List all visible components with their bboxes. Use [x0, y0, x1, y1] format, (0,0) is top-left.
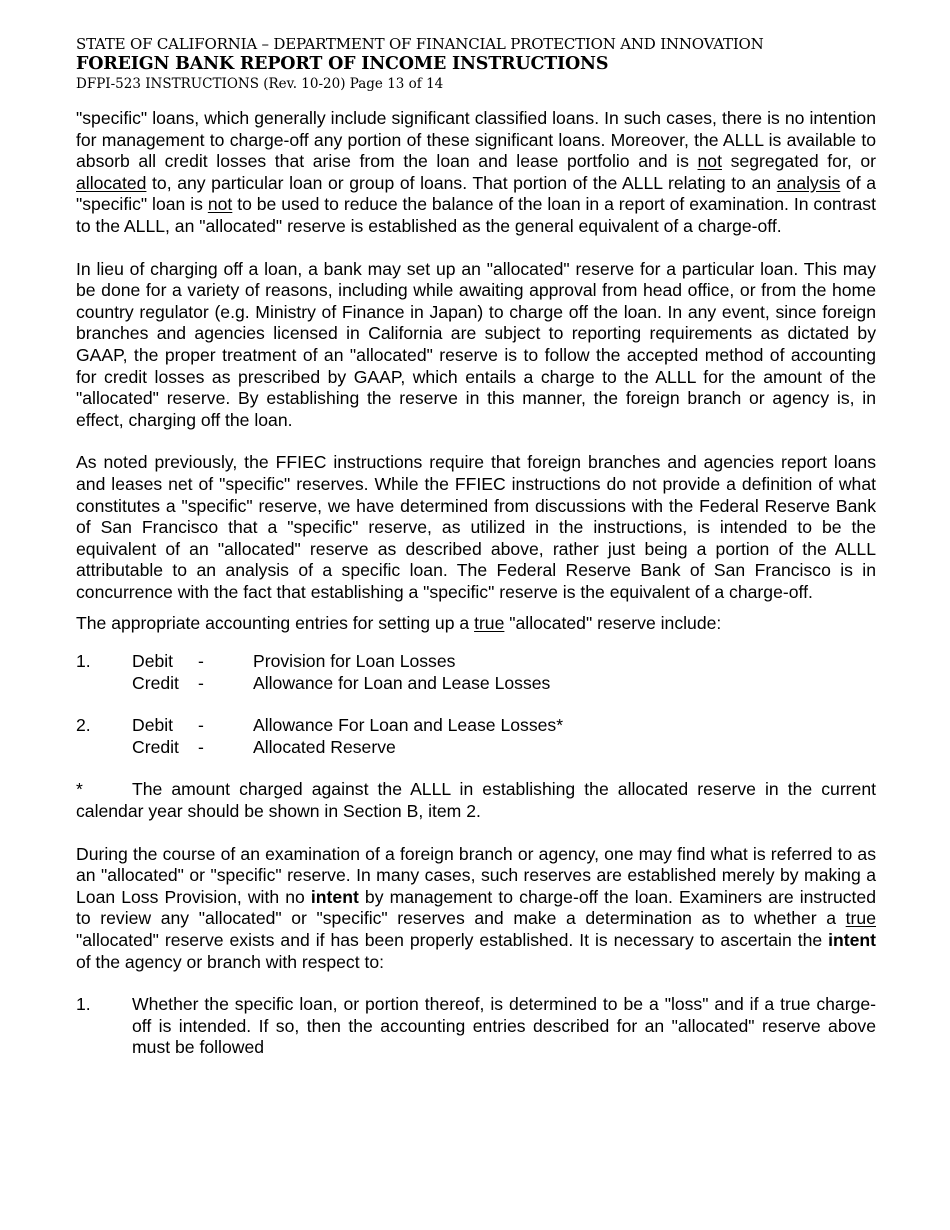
entry-row-credit — [76, 737, 876, 759]
entry-account: Allowance For Loan and Lease Losses* — [253, 715, 564, 736]
entry-dash: - — [198, 736, 204, 757]
entry-type: Debit — [132, 715, 174, 736]
entry-number: 1. — [76, 651, 91, 672]
entry-account: Allocated Reserve — [253, 736, 396, 757]
entry-dash: - — [198, 715, 204, 736]
form-info: DFPI-523 INSTRUCTIONS (Rev. 10-20) Page 13 of 14 — [76, 76, 444, 92]
entry-group — [76, 715, 876, 758]
entry-type: Credit — [132, 672, 179, 693]
entry-number: 2. — [76, 715, 91, 736]
footnote-marker: * — [76, 779, 83, 800]
page-header — [76, 34, 876, 94]
accounting-entries — [76, 651, 876, 758]
list-item-number: 1. — [76, 994, 91, 1015]
entry-type: Credit — [132, 736, 179, 757]
entry-group — [76, 651, 876, 694]
list-item — [76, 994, 876, 1059]
paragraph-allocated-reserve: In lieu of charging off a loan, a bank may set up an "allocated" reserve for a particular loan. This may be done for a variety of reasons, including while awaiting approval from head office, or from the home country regulator (e.g. Ministry of Finance in Japan) to charge off the loan. In any event, since foreign branches and agencies licensed in California are subject to reporting requirements as dictated by GAAP, the proper treatment of an "allocated" reserve is to follow the accepted method of accounting for credit losses as prescribed by GAAP, which entails a charge to the ALLL for the amount of the "allocated" reserve. By establishing the reserve in this manner, the foreign branch or agency is, in effect, charging off the loan. — [76, 258, 876, 430]
entry-account: Allowance for Loan and Lease Losses — [253, 672, 551, 693]
list-item-text: Whether the specific loan, or portion thereof, is determined to be a "loss" and if a true charge-off is intended. If so, then the accounting entries described for an "allocated" reserve above must be followed — [132, 994, 876, 1058]
document-page — [76, 34, 876, 1059]
entry-row-credit — [76, 673, 876, 695]
paragraph-specific-loans: "specific" loans, which generally include significant classified loans. In such cases, there is no intention for management to charge-off any portion of these significant loans. Moreover, the ALLL is available to absorb all credit losses that arise from the loan and lease portfolio and is not segregated for, or allocated to, any particular loan or group of loans. That portion of the ALLL relating to an analysis of a "specific" loan is not to be used to reduce the balance of the loan in a report of examination. In contrast to the ALLL, an "allocated" reserve is established as the general equivalent of a charge-off. — [76, 108, 876, 236]
footnote — [76, 779, 876, 822]
document-body — [76, 108, 876, 1059]
entry-account: Provision for Loan Losses — [253, 651, 456, 672]
entry-dash: - — [198, 672, 204, 693]
entry-row-debit — [76, 715, 876, 737]
document-title: FOREIGN BANK REPORT OF INCOME INSTRUCTIONS — [76, 54, 609, 74]
footnote-text: The amount charged against the ALLL in establishing the allocated reserve in the current calendar year should be shown in Section B, item 2. — [76, 779, 876, 822]
paragraph-accounting-entries-intro: The appropriate accounting entries for setting up a true "allocated" reserve include: — [76, 613, 722, 634]
paragraph-ffiec-instructions: As noted previously, the FFIEC instructions require that foreign branches and agencies report loans and leases net of "specific" reserves. While the FFIEC instructions do not provide a definition of what constitutes a "specific" reserve, we have determined from discussions with the Federal Reserve Bank of San Francisco that a "specific" reserve, as utilized in the instructions, is intended to be the equivalent of an "allocated" reserve as described above, rather just being a portion of the ALLL attributable to an analysis of a specific loan. The Federal Reserve Bank of San Francisco is in concurrence with the fact that establishing a "specific" reserve is the equivalent of a charge-off. — [76, 452, 876, 602]
paragraph-examination: During the course of an examination of a foreign branch or agency, one may find what is referred to as an "allocated" or "specific" reserve. In many cases, such reserves are established merely by making a Loan Loss Provision, with no intent by management to charge-off the loan. Examiners are instructed to review any "allocated" or "specific" reserves and make a determination as to whether a true "allocated" reserve exists and if has been properly established. It is necessary to ascertain the intent of the agency or branch with respect to: — [76, 843, 876, 972]
entry-dash: - — [198, 651, 204, 672]
entry-type: Debit — [132, 651, 174, 672]
agency-name: STATE OF CALIFORNIA – DEPARTMENT OF FINANCIAL PROTECTION AND INNOVATION — [76, 35, 764, 53]
entry-row-debit — [76, 651, 876, 673]
